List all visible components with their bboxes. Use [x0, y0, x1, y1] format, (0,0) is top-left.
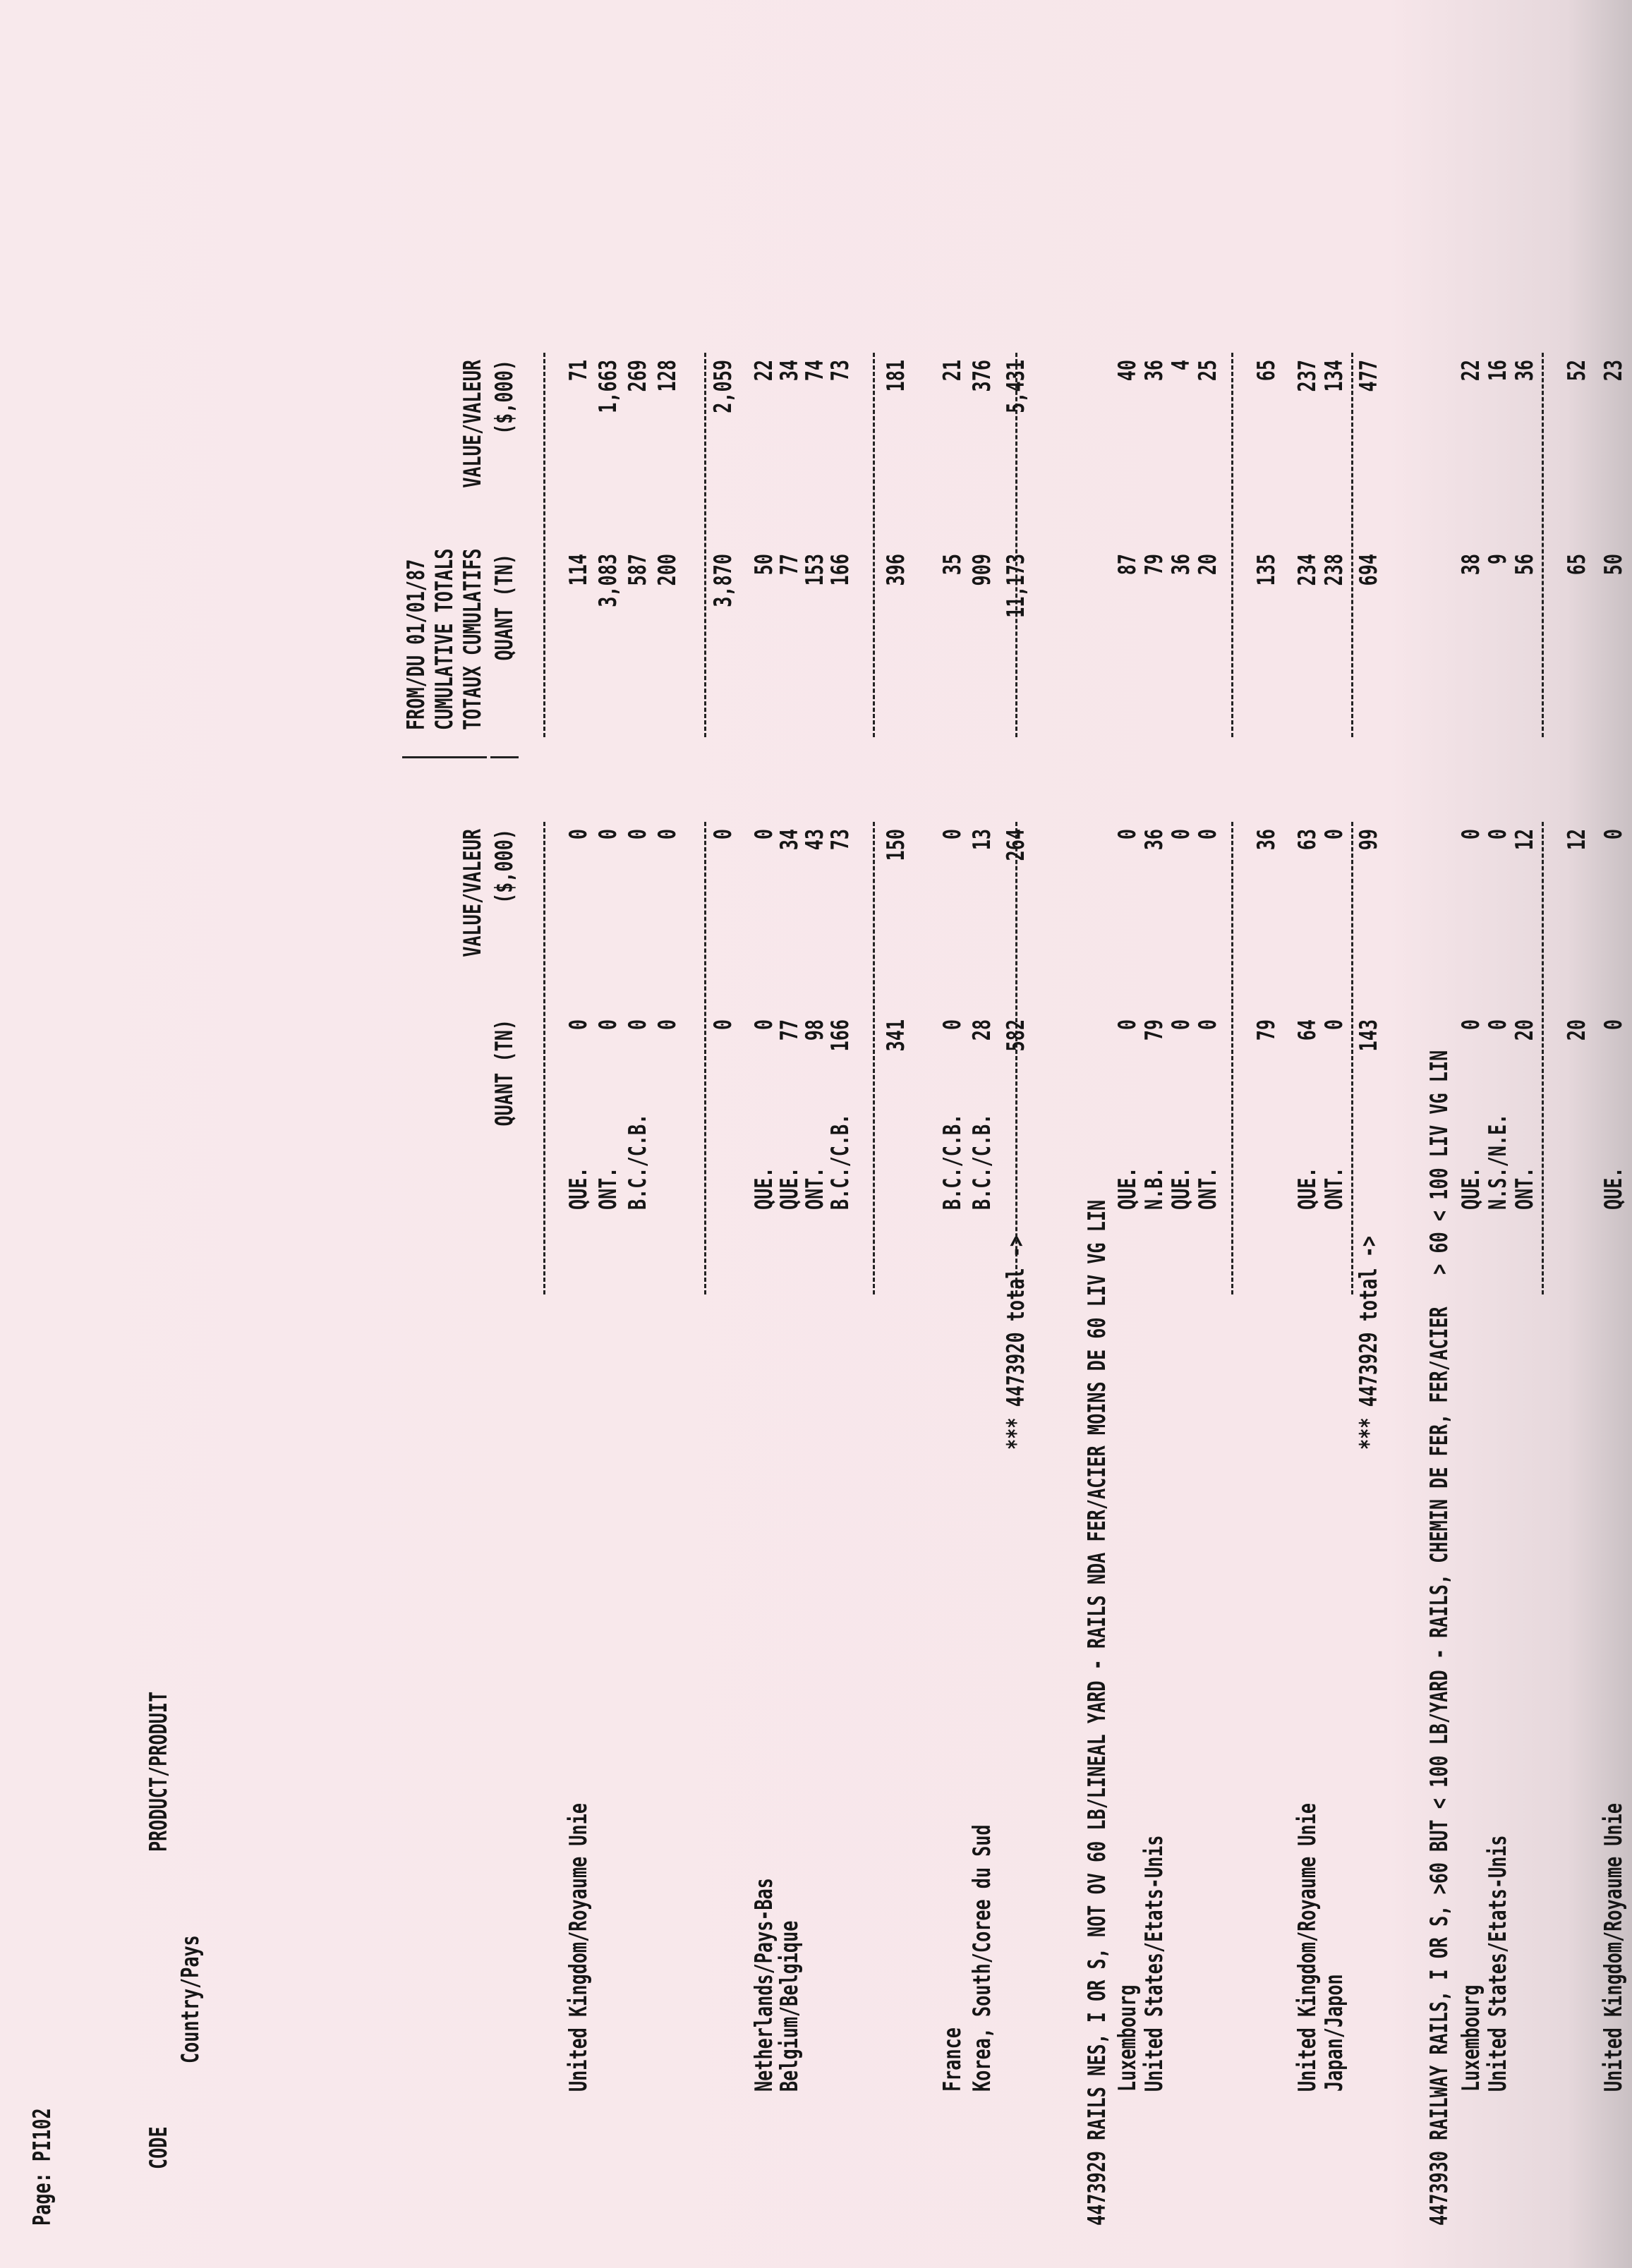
header-value-unit-cumulative: ($,000): [490, 360, 519, 435]
row-quantity-period: 20: [1511, 1019, 1539, 1041]
subtotal-rule-period: [873, 822, 875, 1294]
row-province: QUE.: [564, 1167, 593, 1210]
heading-4473930: 4473930 RAILWAY RAILS, I OR S, >60 BUT < 100 LB/YARD - RAILS, CHEMIN DE FER, FER/ACIER > 60 < 100 LIV VG LIN: [1425, 1050, 1453, 2226]
subtotal-rule-cumulative: [1231, 353, 1233, 737]
row-quantity-period: 0: [938, 1019, 967, 1031]
row-quantity-period: 20: [1563, 1019, 1591, 1041]
row-quantity-cumulative: 56: [1511, 554, 1539, 576]
row-province: N.S./N.E.: [1484, 1113, 1512, 1210]
row-quantity-period: 166: [826, 1019, 854, 1052]
subtotal-rule-period: [1231, 822, 1233, 1294]
row-value-period: 0: [1457, 829, 1485, 840]
row-quantity-cumulative: 396: [882, 554, 910, 586]
row-value-cumulative: 376: [968, 360, 996, 392]
total-value-cumulative: 477: [1355, 360, 1383, 392]
row-value-cumulative: 237: [1293, 360, 1322, 392]
total-value-period: 99: [1355, 829, 1383, 851]
subtotal-rule-period: [1542, 822, 1544, 1294]
row-province: ONT.: [1320, 1167, 1348, 1210]
row-quantity-cumulative: 38: [1457, 554, 1485, 576]
subtotal-rule-cumulative: [543, 353, 545, 737]
row-quantity-cumulative: 9: [1484, 554, 1512, 565]
row-value-cumulative: 40: [1113, 360, 1142, 382]
row-province: ONT.: [1511, 1167, 1539, 1210]
header-product: PRODUCT/PRODUIT: [145, 1691, 173, 1852]
row-quantity-cumulative: 587: [624, 554, 652, 586]
subtotal-rule-period: [543, 822, 545, 1294]
row-quantity-cumulative: 153: [801, 554, 829, 586]
subtotal-rule-cumulative: [1542, 353, 1544, 737]
row-quantity-period: 79: [1252, 1019, 1281, 1041]
row-province: QUE.: [1167, 1167, 1195, 1210]
row-value-period: 0: [624, 829, 652, 840]
row-quantity-cumulative: 200: [653, 554, 682, 586]
header-code: CODE: [145, 2126, 173, 2169]
row-value-period: 0: [1600, 829, 1628, 840]
row-value-period: 0: [1194, 829, 1222, 840]
row-province: B.C./C.B.: [826, 1113, 854, 1210]
row-quantity-period: 0: [1194, 1019, 1222, 1031]
row-quantity-period: 0: [1320, 1019, 1348, 1031]
total-quantity-cumulative: 694: [1355, 554, 1383, 586]
header-value-unit-period: ($,000): [490, 829, 519, 904]
row-quantity-period: 79: [1140, 1019, 1168, 1041]
row-value-cumulative: 36: [1511, 360, 1539, 382]
row-province: ONT.: [801, 1167, 829, 1210]
row-value-cumulative: 4: [1167, 360, 1195, 371]
row-quantity-cumulative: 3,083: [594, 554, 622, 607]
row-country: United States/Etats-Unis: [1140, 1835, 1168, 2092]
row-province: ONT.: [594, 1167, 622, 1210]
row-province: N.B.: [1140, 1167, 1168, 1210]
row-value-cumulative: 52: [1563, 360, 1591, 382]
row-country: United Kingdom/Royaume Unie: [1293, 1803, 1322, 2092]
row-value-period: 34: [775, 829, 804, 851]
row-value-period: 0: [709, 829, 737, 840]
row-value-cumulative: 181: [882, 360, 910, 392]
subtotal-rule-period: [1351, 822, 1353, 1294]
row-value-period: 0: [653, 829, 682, 840]
header-quantity-cumulative: QUANT (TN): [490, 554, 519, 661]
row-quantity-period: 0: [1113, 1019, 1142, 1031]
period-from: FROM/DU 01/01/87: [402, 559, 430, 730]
row-value-cumulative: 2,059: [709, 360, 737, 413]
row-value-cumulative: 73: [826, 360, 854, 382]
row-country: France: [938, 2027, 967, 2092]
row-value-period: 73: [826, 829, 854, 851]
row-province: QUE.: [1113, 1167, 1142, 1210]
cumulative-totals-en: CUMULATIVE TOTALS: [430, 548, 459, 730]
row-country: Luxembourg: [1457, 1984, 1485, 2092]
row-province: B.C./C.B.: [938, 1113, 967, 1210]
row-quantity-cumulative: 79: [1140, 554, 1168, 576]
row-country: Luxembourg: [1113, 1984, 1142, 2092]
row-quantity-period: 0: [1600, 1019, 1628, 1031]
row-value-cumulative: 25: [1194, 360, 1222, 382]
row-quantity-cumulative: 65: [1563, 554, 1591, 576]
row-quantity-period: 64: [1293, 1019, 1322, 1041]
column-separator: [402, 756, 430, 758]
row-value-period: 43: [801, 829, 829, 851]
row-quantity-cumulative: 77: [775, 554, 804, 576]
row-quantity-period: 77: [775, 1019, 804, 1041]
total-quantity-cumulative: 11,173: [1002, 554, 1030, 618]
row-quantity-cumulative: 36: [1167, 554, 1195, 576]
row-value-period: 0: [1320, 829, 1348, 840]
subtotal-rule-period: [704, 822, 706, 1294]
row-province: QUE.: [1457, 1167, 1485, 1210]
header-value-cumulative: VALUE/VALEUR: [459, 360, 487, 488]
row-value-period: 13: [968, 829, 996, 851]
row-province: QUE.: [750, 1167, 778, 1210]
row-quantity-period: 341: [882, 1019, 910, 1052]
total-label-4473929: *** 4473929 total ->: [1355, 1236, 1383, 1450]
row-quantity-cumulative: 166: [826, 554, 854, 586]
row-quantity-cumulative: 20: [1194, 554, 1222, 576]
row-value-cumulative: 34: [775, 360, 804, 382]
row-value-period: 0: [1167, 829, 1195, 840]
row-value-cumulative: 134: [1320, 360, 1348, 392]
row-value-cumulative: 21: [938, 360, 967, 382]
row-province: ONT.: [1194, 1167, 1222, 1210]
row-quantity-cumulative: 135: [1252, 554, 1281, 586]
subtotal-rule-cumulative: [704, 353, 706, 737]
row-quantity-period: 0: [1457, 1019, 1485, 1031]
subtotal-rule-cumulative: [873, 353, 875, 737]
row-quantity-cumulative: 50: [750, 554, 778, 576]
row-quantity-cumulative: 50: [1600, 554, 1628, 576]
total-quantity-period: 582: [1002, 1019, 1030, 1052]
row-value-period: 150: [882, 829, 910, 861]
row-quantity-cumulative: 3,870: [709, 554, 737, 607]
row-quantity-cumulative: 238: [1320, 554, 1348, 586]
row-quantity-period: 28: [968, 1019, 996, 1041]
row-province: B.C./C.B.: [624, 1113, 652, 1210]
header-quantity-period: QUANT (TN): [490, 1019, 519, 1127]
total-value-cumulative: 5,431: [1002, 360, 1030, 413]
row-quantity-cumulative: 114: [564, 554, 593, 586]
row-value-cumulative: 16: [1484, 360, 1512, 382]
row-value-cumulative: 71: [564, 360, 593, 382]
row-quantity-period: 0: [1167, 1019, 1195, 1031]
row-country: Japan/Japon: [1320, 1974, 1348, 2092]
column-separator: [459, 756, 487, 758]
row-value-period: 12: [1511, 829, 1539, 851]
row-value-cumulative: 269: [624, 360, 652, 392]
row-province: QUE.: [775, 1167, 804, 1210]
row-value-cumulative: 36: [1140, 360, 1168, 382]
row-country: United Kingdom/Royaume Unie: [1600, 1803, 1628, 2092]
header-country: Country/Pays: [176, 1935, 205, 2063]
row-value-period: 63: [1293, 829, 1322, 851]
row-value-period: 36: [1252, 829, 1281, 851]
row-quantity-period: 0: [709, 1019, 737, 1031]
row-quantity-period: 0: [1484, 1019, 1512, 1031]
row-value-period: 0: [1484, 829, 1512, 840]
row-quantity-cumulative: 234: [1293, 554, 1322, 586]
header-value-period: VALUE/VALEUR: [459, 829, 487, 957]
row-value-period: 0: [938, 829, 967, 840]
row-province: B.C./C.B.: [968, 1113, 996, 1210]
row-quantity-period: 98: [801, 1019, 829, 1041]
row-value-period: 0: [564, 829, 593, 840]
total-quantity-period: 143: [1355, 1019, 1383, 1052]
row-country: United Kingdom/Royaume Unie: [564, 1803, 593, 2092]
subtotal-rule-cumulative: [1351, 353, 1353, 737]
total-value-period: 264: [1002, 829, 1030, 861]
row-province: QUE.: [1293, 1167, 1322, 1210]
row-value-cumulative: 65: [1252, 360, 1281, 382]
row-country: Belgium/Belgique: [775, 1920, 804, 2092]
row-country: Korea, South/Coree du Sud: [968, 1824, 996, 2092]
column-separator: [430, 756, 459, 758]
heading-4473929: 4473929 RAILS NES, I OR S, NOT OV 60 LB/LINEAL YARD - RAILS NDA FER/ACIER MOINS DE 60 LIV VG LIN: [1083, 1199, 1111, 2226]
row-quantity-period: 0: [594, 1019, 622, 1031]
total-label-4473920: *** 4473920 total ->: [1002, 1236, 1030, 1450]
row-value-cumulative: 74: [801, 360, 829, 382]
row-quantity-period: 0: [750, 1019, 778, 1031]
cumulative-totals-fr: TOTAUX CUMULATIFS: [459, 548, 487, 730]
row-quantity-cumulative: 87: [1113, 554, 1142, 576]
row-value-period: 12: [1563, 829, 1591, 851]
row-value-cumulative: 128: [653, 360, 682, 392]
row-quantity-cumulative: 35: [938, 554, 967, 576]
row-country: Netherlands/Pays-Bas: [750, 1878, 778, 2092]
row-country: United States/Etats-Unis: [1484, 1835, 1512, 2092]
row-value-period: 0: [594, 829, 622, 840]
row-quantity-period: 0: [564, 1019, 593, 1031]
page-label: Page: PI102: [28, 2108, 56, 2226]
row-value-cumulative: 22: [750, 360, 778, 382]
row-value-period: 0: [1113, 829, 1142, 840]
row-quantity-cumulative: 909: [968, 554, 996, 586]
row-value-period: 0: [750, 829, 778, 840]
row-value-cumulative: 1,663: [594, 360, 622, 413]
row-quantity-period: 0: [624, 1019, 652, 1031]
row-value-cumulative: 22: [1457, 360, 1485, 382]
row-value-cumulative: 23: [1600, 360, 1628, 382]
row-province: QUE.: [1600, 1167, 1628, 1210]
row-quantity-period: 0: [653, 1019, 682, 1031]
row-value-period: 36: [1140, 829, 1168, 851]
